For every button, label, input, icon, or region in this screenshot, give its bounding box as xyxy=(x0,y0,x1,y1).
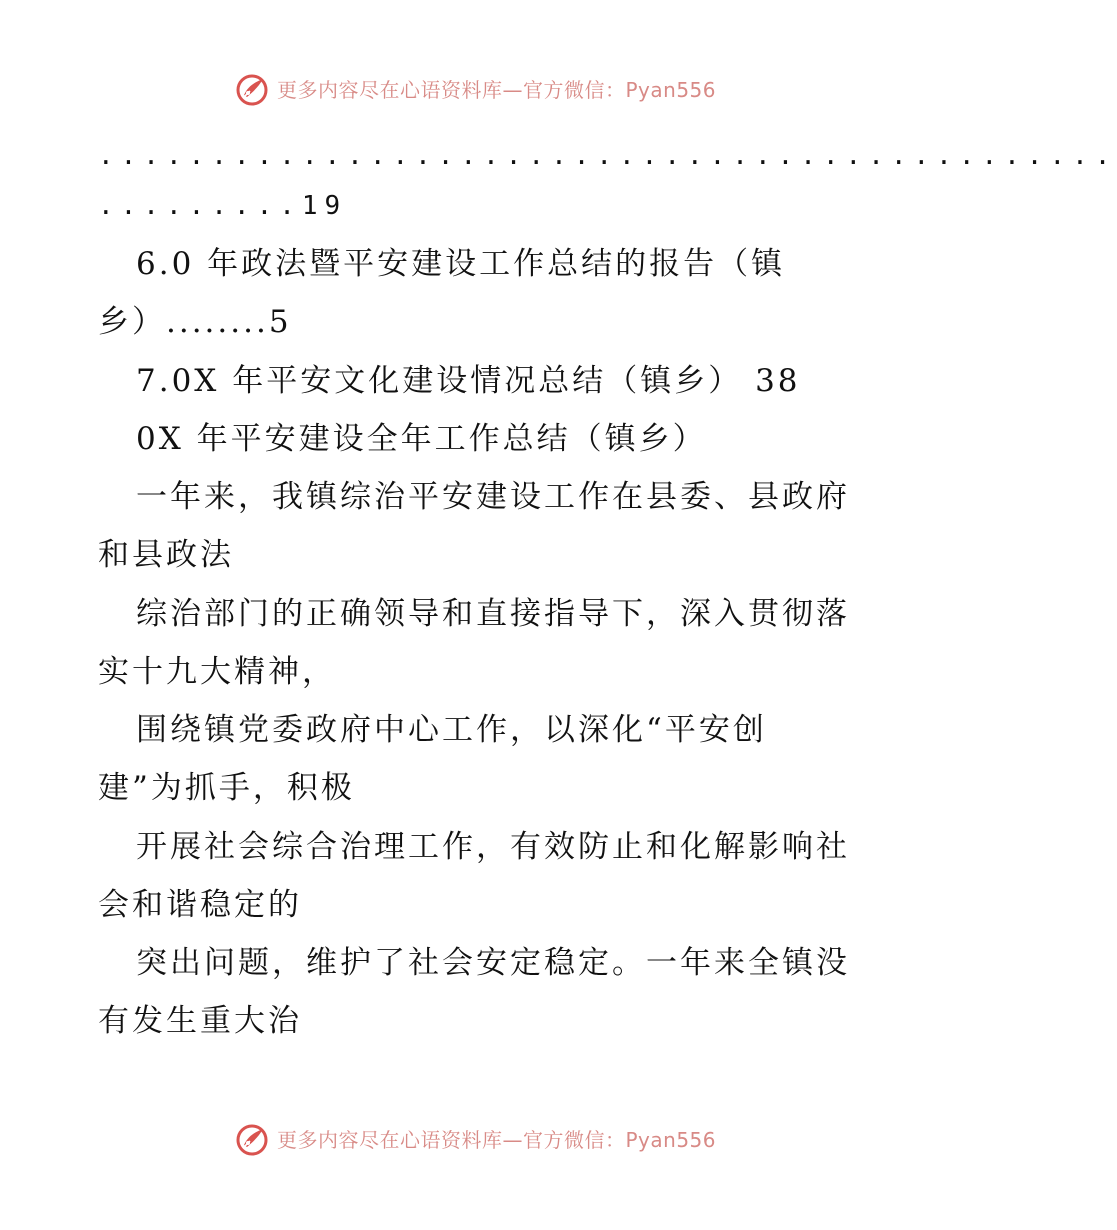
paragraph-line: 围绕镇党委政府中心工作，以深化“平安创 xyxy=(136,712,767,748)
document-title: 0X 年平安建设全年工作总结（镇乡） xyxy=(136,421,707,457)
book-quill-logo-icon xyxy=(235,73,269,107)
footer-watermark xyxy=(235,1122,715,1158)
paragraph-line: 开展社会综合治理工作，有效防止和化解影响社 xyxy=(136,829,850,865)
paragraph-line: 一年来，我镇综治平安建设工作在县委、县政府 xyxy=(136,479,850,515)
header-watermark xyxy=(235,72,715,108)
paragraph-line: 突出问题，维护了社会安定稳定。一年来全镇没 xyxy=(136,945,850,981)
toc-page-number-line: .........19 xyxy=(98,191,348,221)
paragraph-line: 建”为抓手，积极 xyxy=(98,770,355,806)
watermark-text: 更多内容尽在心语资料库—官方微信：Pyan556 xyxy=(277,1128,717,1152)
paragraph-line: 会和谐稳定的 xyxy=(98,887,302,923)
toc-entry-6: 6.0 年政法暨平安建设工作总结的报告（镇 xyxy=(136,246,786,282)
paragraph-line: 和县政法 xyxy=(98,537,234,573)
paragraph-line: 有发生重大治 xyxy=(98,1003,302,1039)
toc-entry-7: 7.0X 年平安文化建设情况总结（镇乡） 38 xyxy=(136,363,801,399)
watermark-text: 更多内容尽在心语资料库—官方微信：Pyan556 xyxy=(277,78,717,102)
paragraph-line: 实十九大精神， xyxy=(98,654,336,690)
book-quill-logo-icon xyxy=(235,1123,269,1157)
toc-dot-leader-line: ............................................. xyxy=(98,141,1117,171)
paragraph-line: 综治部门的正确领导和直接指导下，深入贯彻落 xyxy=(136,596,850,632)
toc-entry-6-continuation: 乡）........5 xyxy=(98,304,292,340)
